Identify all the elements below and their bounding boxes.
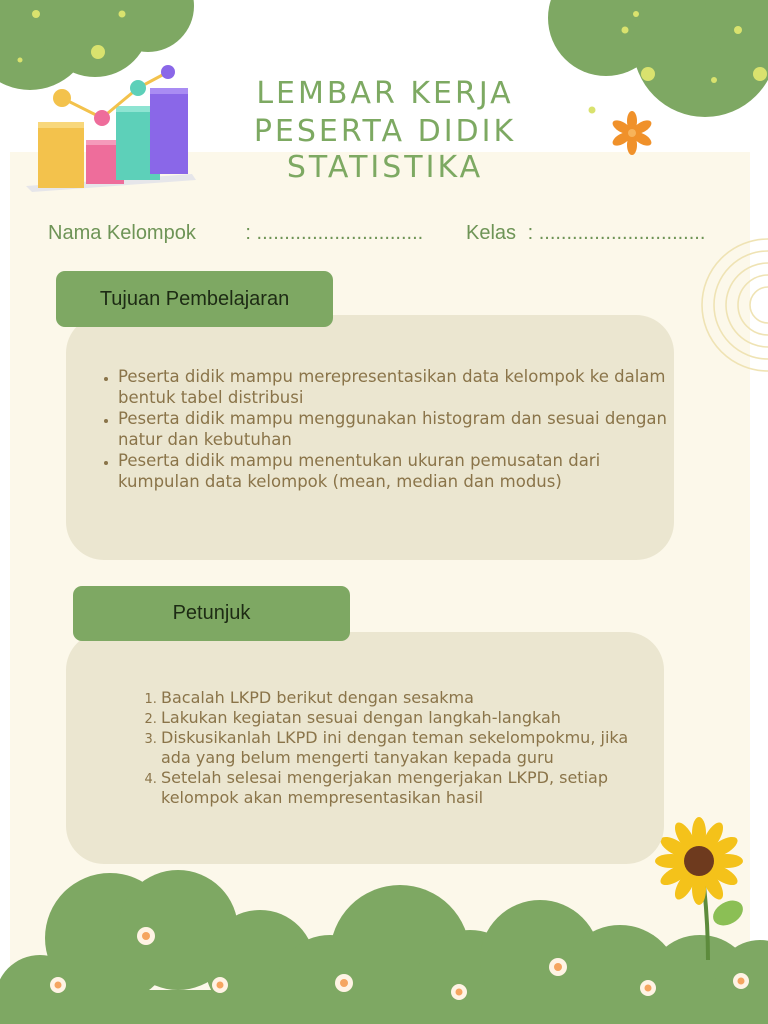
bush-decoration xyxy=(0,870,768,1024)
list-item: • Peserta didik mampu menggunakan histogram dan sesuai dengan natur dan kebutuhan xyxy=(118,408,678,450)
title-line-3: STATISTIKA xyxy=(286,150,484,185)
title-line-1: LEMBAR KERJA xyxy=(256,76,514,111)
list-item: 1. Bacalah LKPD berikut dengan sesakma xyxy=(161,688,661,708)
group-name-field[interactable] xyxy=(48,222,423,245)
title-line-2: PESERTA DIDIK xyxy=(253,114,517,149)
group-name-label: Nama Kelompok xyxy=(48,222,196,244)
list-item: 4. Setelah selesai mengerjakan mengerjakan LKPD, setiap kelompok akan mempresentasikan hasil xyxy=(161,768,661,808)
group-name-value[interactable]: : .............................. xyxy=(245,222,424,244)
instructions-list xyxy=(140,688,661,808)
list-item: • Peserta didik mampu merepresentasikan data kelompok ke dalam bentuk tabel distribusi xyxy=(118,366,678,408)
class-value[interactable]: : .............................. xyxy=(527,222,706,244)
list-item: 3. Diskusikanlah LKPD ini dengan teman sekelompokmu, jika ada yang belum mengerti tanyakan kepada guru xyxy=(161,728,661,768)
objectives-list xyxy=(96,366,678,492)
class-field[interactable] xyxy=(466,222,705,245)
class-label: Kelas xyxy=(466,222,517,244)
list-item: • Peserta didik mampu menentukan ukuran pemusatan dari kumpulan data kelompok (mean, median dan modus) xyxy=(118,450,678,492)
list-item: 2. Lakukan kegiatan sesuai dengan langkah-langkah xyxy=(161,708,661,728)
flower-icon xyxy=(610,111,653,155)
instructions-heading: Petunjuk xyxy=(73,586,350,641)
concentric-circles-decoration xyxy=(702,239,768,371)
top-right-foliage xyxy=(548,0,768,117)
objectives-heading: Tujuan Pembelajaran xyxy=(56,271,333,327)
